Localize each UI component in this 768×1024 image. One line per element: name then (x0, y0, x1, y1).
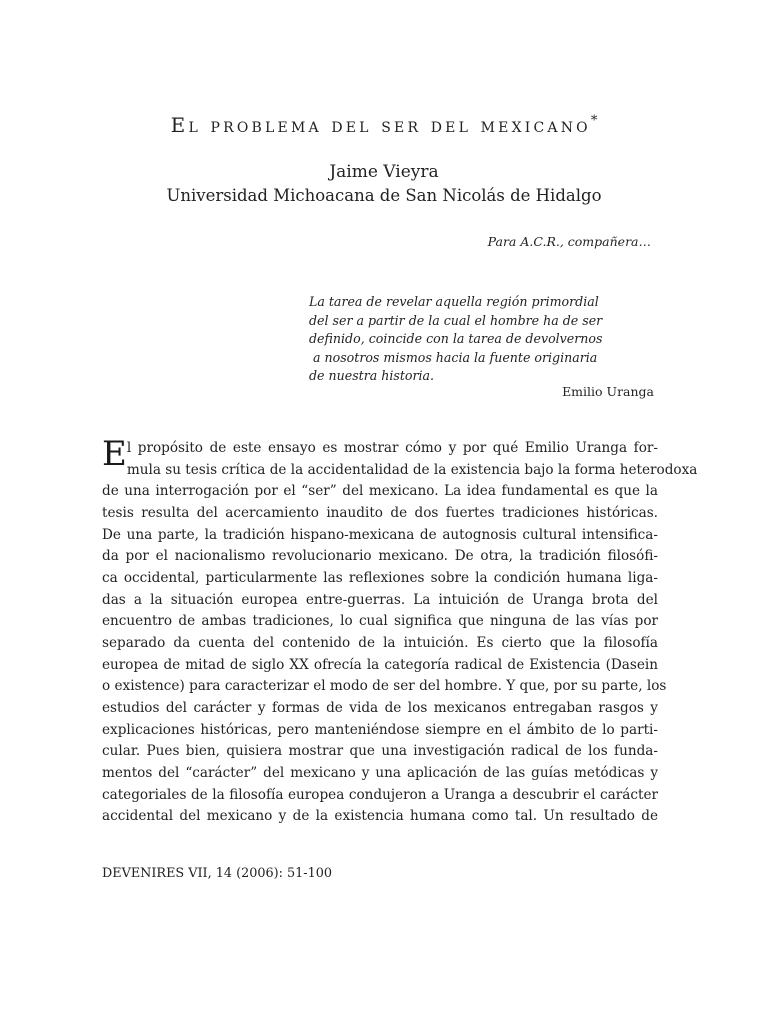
body-line: estudios del carácter y formas de vida de los mexicanos entregaban rasgos y (102, 699, 658, 716)
article-title-text: El problema del ser del mexicano (170, 113, 591, 138)
epigraph-line: del ser a partir de la cual el hombre ha de ser (309, 312, 603, 328)
body-line: separado da cuenta del contenido de la intuición. Es cierto que la filosofía (102, 634, 658, 651)
journal-citation: DEVENIRES VII, 14 (2006): 51-100 (102, 866, 333, 881)
title-footnote-mark: * (590, 113, 598, 129)
epigraph-line: de nuestra historia. (309, 368, 435, 383)
body-line: categoriales de la filosofía europea condujeron a Uranga a descubrir el carácter (102, 786, 658, 803)
epigraph-line: a nosotros mismos hacia la fuente originaria (309, 349, 598, 365)
body-line: das a la situación europea entre-guerras. La intuición de Uranga brota del (102, 591, 658, 608)
body-line: l propósito de este ensayo es mostrar cómo y por qué Emilio Uranga for- (126, 440, 658, 456)
body-line: accidental del mexicano y de la existencia humana como tal. Un resultado de (102, 808, 658, 825)
body-line: ca occidental, particularmente las reflexiones sobre la condición humana liga- (102, 569, 658, 586)
body-line: explicaciones históricas, pero manteniéndose siempre en el ámbito de lo parti- (102, 721, 658, 738)
dedication: Para A.C.R., compañera… (487, 234, 651, 249)
epigraph-line: La tarea de revelar aquella región primordial (309, 294, 599, 309)
author-name: Jaime Vieyra (329, 162, 439, 182)
epigraph-line: definido, coincide con la tarea de devolvernos (309, 331, 603, 346)
body-line: europea de mitad de siglo XX ofrecía la categoría radical de Existencia (Dasein (102, 656, 658, 673)
body-text (102, 434, 698, 828)
body-line: tesis resulta del acercamiento inaudito de dos fuertes tradiciones históricas. (102, 504, 658, 521)
author-affiliation: Universidad Michoacana de San Nicolás de Hidalgo (166, 186, 602, 205)
body-line: cular. Pues bien, quisiera mostrar que una investigación radical de los funda- (102, 743, 658, 760)
body-line: mula su tesis crítica de la accidentalidad de la existencia bajo la forma heterodoxa (126, 461, 698, 478)
body-line: encuentro de ambas tradiciones, lo cual significa que ninguna de las vías por (102, 613, 658, 630)
body-line: mentos del “carácter” del mexicano y una aplicación de las guías metódicas y (102, 764, 658, 781)
body-line: da por el nacionalismo revolucionario mexicano. De otra, la tradición filosófi- (102, 548, 658, 565)
drop-cap: E (102, 434, 127, 474)
body-line: de una interrogación por el “ser” del mexicano. La idea fundamental es que la (102, 483, 658, 500)
epigraph (309, 293, 609, 386)
article-title (0, 113, 768, 137)
body-line: De una parte, la tradición hispano-mexicana de autognosis cultural intensifica- (102, 526, 658, 543)
body-line: o existence) para caracterizar el modo de ser del hombre. Y que, por su parte, los (102, 678, 667, 695)
epigraph-author: Emilio Uranga (562, 384, 654, 399)
